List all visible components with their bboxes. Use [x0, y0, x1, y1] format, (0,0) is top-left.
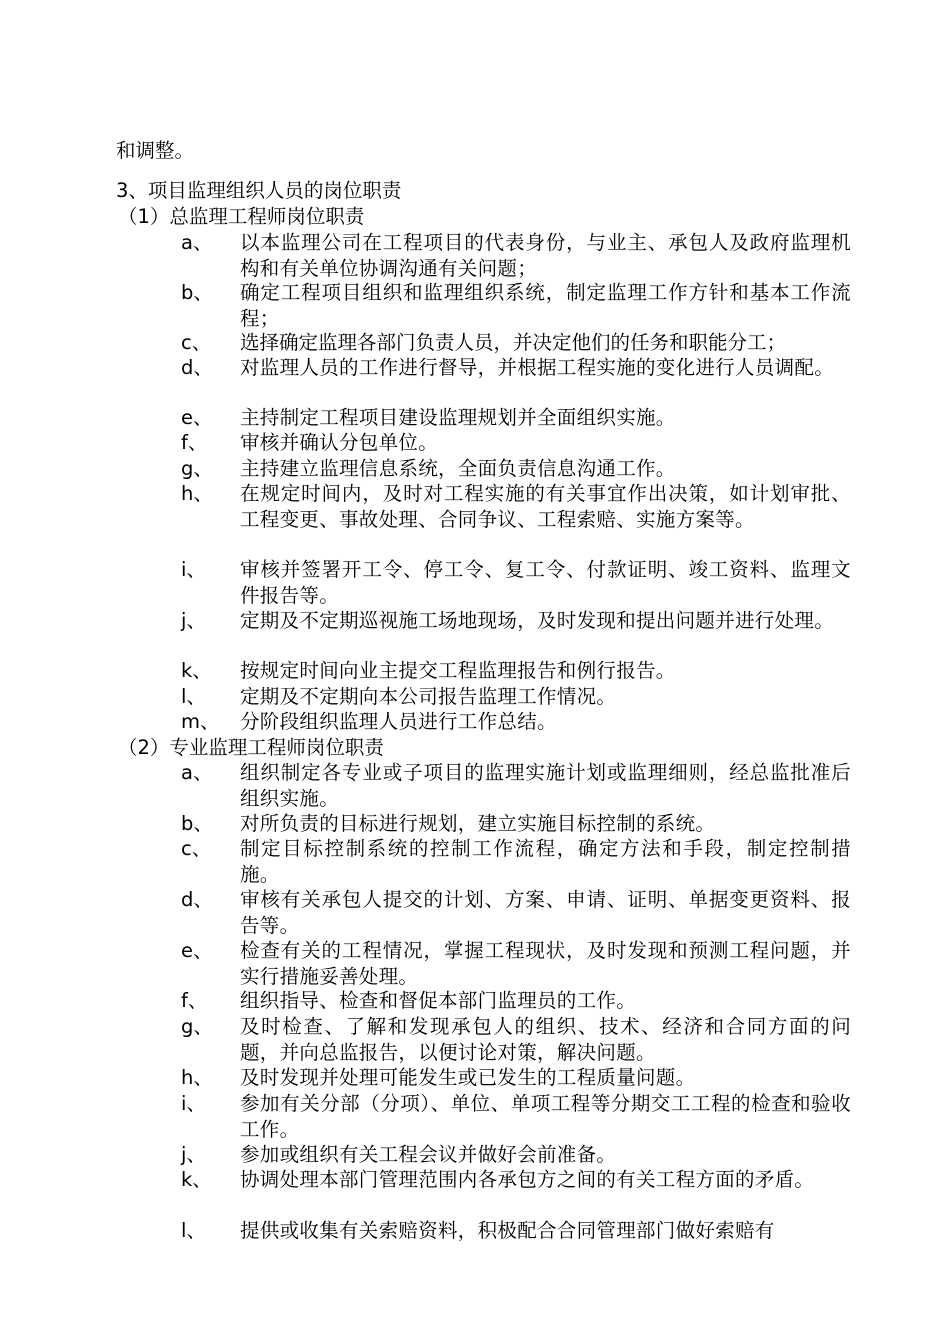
item-text: 定期及不定期向本公司报告监理工作情况。: [240, 685, 617, 708]
item-text: 审核有关承包人提交的计划、方案、申请、证明、单据变更资料、报告等。: [240, 888, 851, 937]
item-label: k、: [181, 659, 212, 682]
item-text: 在规定时间内，及时对工程实施的有关事宜作出决策，如计划审批、工程变更、事故处理、合同争议、工程索赔、实施方案等。: [240, 482, 851, 531]
list-item: [181, 887, 851, 939]
list-item: [181, 1142, 851, 1168]
item-label: a、: [181, 231, 213, 254]
item-label: e、: [181, 939, 213, 962]
list-item: [181, 608, 851, 634]
item-text: 定期及不定期巡视施工场地现场，及时发现和提出问题并进行处理。: [240, 609, 835, 632]
list-item: [181, 811, 851, 837]
item-text: 对监理人员的工作进行督导，并根据工程实施的变化进行人员调配。: [240, 356, 835, 379]
item-text: 分阶段组织监理人员进行工作总结。: [240, 710, 557, 733]
item-text: 检查有关的工程情况，掌握工程现状，及时发现和预测工程问题，并实行措施妥善处理。: [240, 939, 851, 988]
item-label: i、: [181, 558, 206, 581]
item-label: j、: [181, 1143, 206, 1166]
list-item: [181, 760, 851, 812]
list-item: [181, 1167, 851, 1193]
item-label: l、: [181, 685, 206, 708]
item-text: 以本监理公司在工程项目的代表身份，与业主、承包人及政府监理机构和有关单位协调沟通有关问题；: [240, 231, 851, 280]
list-item: [181, 836, 851, 888]
item-text: 及时发现并处理可能发生或已发生的工程质量问题。: [240, 1066, 696, 1089]
list-item: [181, 481, 851, 533]
list-item: [181, 456, 851, 482]
item-label: b、: [181, 281, 213, 304]
list-item: [181, 658, 851, 684]
item-text: 主持制定工程项目建设监理规划并全面组织实施。: [240, 406, 676, 429]
section-heading: 3、项目监理组织人员的岗位职责: [116, 179, 402, 202]
item-text: 组织制定各专业或子项目的监理实施计划或监理细则，经总监批准后组织实施。: [240, 761, 851, 810]
item-text: 提供或收集有关索赔资料，积极配合合同管理部门做好索赔有: [240, 1219, 775, 1242]
item-text: 按规定时间向业主提交工程监理报告和例行报告。: [240, 659, 676, 682]
list-item: [181, 280, 851, 332]
item-label: c、: [181, 837, 212, 860]
list-item: [181, 1065, 851, 1091]
list-item: [181, 355, 851, 381]
list-item: [181, 230, 851, 282]
item-text: 及时检查、了解和发现承包人的组织、技术、经济和合同方面的问题，并向总监报告，以便讨论对策，解决问题。: [240, 1015, 851, 1064]
item-text: 参加或组织有关工程会议并做好会前准备。: [240, 1143, 617, 1166]
item-label: c、: [181, 331, 212, 354]
item-label: e、: [181, 406, 213, 429]
list-item: [181, 1218, 851, 1244]
item-label: i、: [181, 1092, 206, 1115]
item-label: g、: [181, 457, 213, 480]
item-label: l、: [181, 1219, 206, 1242]
list-item: [181, 684, 851, 710]
item-text: 主持建立监理信息系统，全面负责信息沟通工作。: [240, 457, 676, 480]
list-item: [181, 988, 851, 1014]
item-label: d、: [181, 888, 213, 911]
item-label: h、: [181, 482, 213, 505]
item-label: k、: [181, 1168, 212, 1191]
item-label: f、: [181, 989, 208, 1012]
item-label: d、: [181, 356, 213, 379]
subsection-heading-2: （2）专业监理工程师岗位职责: [118, 736, 384, 759]
item-text: 确定工程项目组织和监理组织系统，制定监理工作方针和基本工作流程；: [240, 281, 851, 330]
list-item: [181, 405, 851, 431]
list-item: [181, 430, 851, 456]
item-text: 审核并确认分包单位。: [240, 431, 439, 454]
item-label: j、: [181, 609, 206, 632]
list-item: [181, 330, 851, 356]
item-text: 选择确定监理各部门负责人员，并决定他们的任务和职能分工；: [240, 331, 787, 354]
list-item: [181, 938, 851, 990]
subsection-heading-1: （1）总监理工程师岗位职责: [118, 205, 365, 228]
item-label: g、: [181, 1015, 213, 1038]
item-label: m、: [181, 710, 220, 733]
list-item: [181, 1014, 851, 1066]
item-text: 对所负责的目标进行规划，建立实施目标控制的系统。: [240, 812, 716, 835]
item-text: 审核并签署开工令、停工令、复工令、付款证明、竣工资料、监理文件报告等。: [240, 558, 851, 607]
item-text: 制定目标控制系统的控制工作流程，确定方法和手段，制定控制措施。: [240, 837, 851, 886]
item-text: 参加有关分部（分项）、单位、单项工程等分期交工工程的检查和验收工作。: [240, 1092, 851, 1141]
list-item: [181, 557, 851, 609]
item-label: a、: [181, 761, 213, 784]
item-text: 组织指导、检查和督促本部门监理员的工作。: [240, 989, 637, 1012]
item-label: f、: [181, 431, 208, 454]
list-item: [181, 709, 851, 735]
list-item: [181, 1091, 851, 1143]
item-label: b、: [181, 812, 213, 835]
continuation-text: 和调整。: [116, 139, 195, 162]
item-label: h、: [181, 1066, 213, 1089]
item-text: 协调处理本部门管理范围内各承包方之间的有关工程方面的矛盾。: [240, 1168, 815, 1191]
